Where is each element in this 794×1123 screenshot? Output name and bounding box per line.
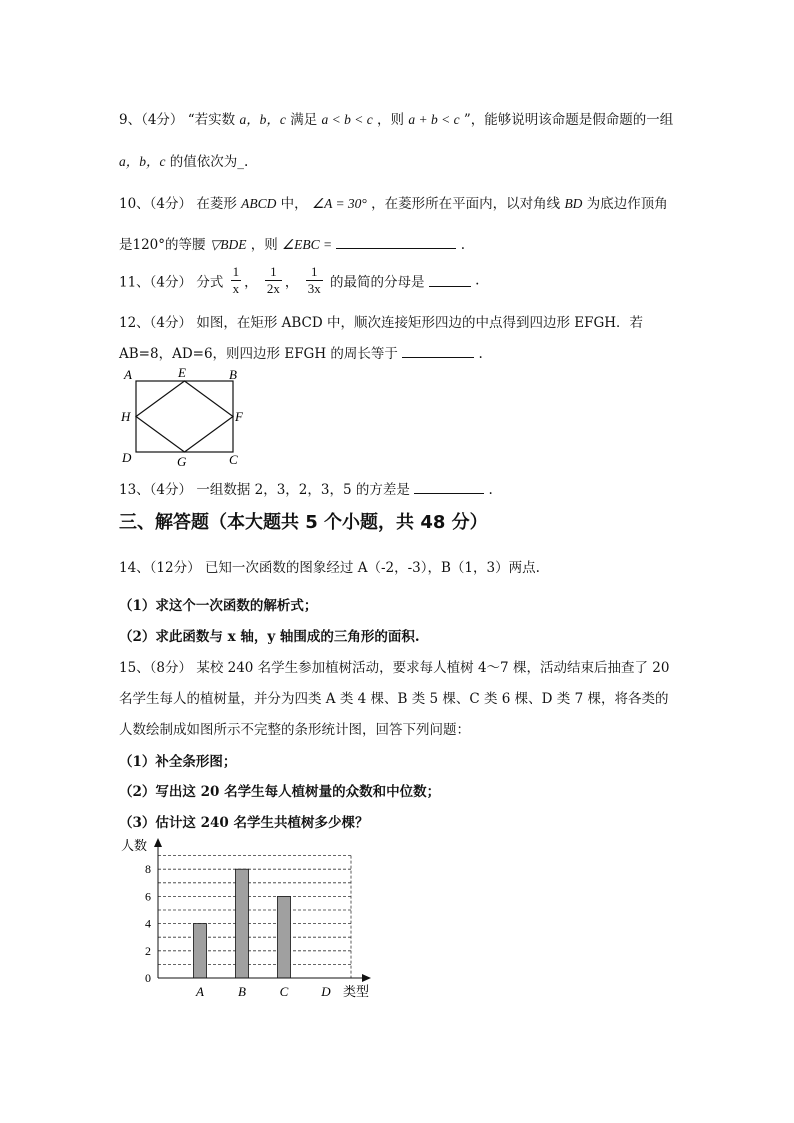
q10-line1: 10、（4分） 在菱形 ABCD 中， ∠A = 30° ，在菱形所在平面内，以对角线 BD 为底边作顶角 [119,196,668,212]
q9-number: 9、（4分） [119,112,184,128]
bar-C [278,896,291,978]
q15-part3: （3）估计这 240 名学生共植树多少棵？ [119,815,369,831]
q15-part1: （1）补全条形图； [119,754,237,770]
label-B: B [229,367,237,382]
q14-part2: （2）求此函数与 x 轴，y 轴围成的三角形的面积. [119,629,420,645]
q14-number: 14、（12分） [119,560,201,576]
y-tick-label: 0 [145,971,151,985]
rectangle-efgh-figure [115,364,255,470]
q15-line1: 15、（8分） 某校 240 名学生参加植树活动，要求每人植树 4～7 棵，活动结束后抽查了 20 [119,660,670,676]
x-axis-arrow [362,974,371,982]
q12-line2: AB=8，AD=6，则四边形 EFGH 的周长等于 . [119,346,483,362]
q13-answer-blank[interactable] [414,481,484,494]
y-tick-label: 8 [145,862,151,877]
x-tick-label: A [196,984,204,999]
bar-B [236,869,249,978]
q9-line2: a，b，c 的值依次为_. [119,154,249,170]
q12-answer-blank[interactable] [402,345,474,358]
y-tick-label: 4 [145,916,151,931]
quadrilateral-efgh [136,381,233,452]
label-G: G [177,454,187,469]
x-tick-label: B [238,984,246,999]
y-axis-arrow [154,838,162,847]
rectangle-abcd [136,381,233,452]
q15-part2: （2）写出这 20 名学生每人植树量的众数和中位数； [119,784,441,800]
q14-line1: 14、（12分） 已知一次函数的图象经过 A（-2，-3），B（1，3）两点. [119,560,540,576]
q11-answer-blank[interactable] [429,274,471,287]
y-tick-label: 2 [145,943,151,958]
q15-number: 15、（8分） [119,660,193,676]
bar-chart [115,830,380,1005]
q15-line2: 名学生每人的植树量，并分为四类 A 类 4 棵、B 类 5 棵、C 类 6 棵、D 类 7 棵，将各类的 [119,691,669,707]
q14-part1: （1）求这个一次函数的解析式； [119,598,318,614]
section-3-heading: 三、解答题（本大题共 5 个小题，共 48 分） [119,512,488,533]
fraction-1-over-x: $\frac{1}{x}$ [232,264,240,296]
label-A: A [124,367,132,382]
q11-line: 11、（4分） 分式 $\frac{1}{x}$ ， $\frac{1}{2x}$ ， $\frac{1}{3x}$ 的最简的分母是 . [119,264,480,296]
label-F: F [235,409,243,424]
x-axis-label: 类型 [343,984,370,999]
label-H: H [121,409,131,424]
q10-answer-blank[interactable] [336,236,456,249]
fraction-1-over-3x: $\frac{1}{3x}$ [307,264,321,296]
x-tick-label: D [321,984,331,999]
y-axis-label: 人数 [121,838,148,853]
q13-number: 13、（4分） [119,482,193,498]
x-tick-label: C [279,984,289,999]
q12-line1: 12、（4分） 如图，在矩形 ABCD 中，顺次连接矩形四边的中点得到四边形 EFGH．若 [119,315,644,331]
label-D: D [122,450,132,465]
label-E: E [178,365,186,380]
bar-A [194,924,207,978]
q13-line: 13、（4分） 一组数据 2，3，2，3，5 的方差是 . [119,482,493,498]
y-tick-label: 6 [145,889,151,904]
label-C: C [229,452,238,467]
q9-line1: 9、（4分） “若实数 a，b，c 满足 a < b < c ，则 a + b < c ”，能够说明该命题是假命题的一组 [119,112,674,128]
q10-line2: 是120°的等腰 ▽BDE ，则 ∠EBC = . [119,237,466,253]
q11-number: 11、（4分） [119,274,193,291]
q10-number: 10、（4分） [119,196,193,212]
fraction-1-over-2x: $\frac{1}{2x}$ [266,264,280,296]
q15-line3: 人数绘制成如图所示不完整的条形统计图，回答下列问题： [119,722,470,738]
q12-number: 12、（4分） [119,315,193,331]
